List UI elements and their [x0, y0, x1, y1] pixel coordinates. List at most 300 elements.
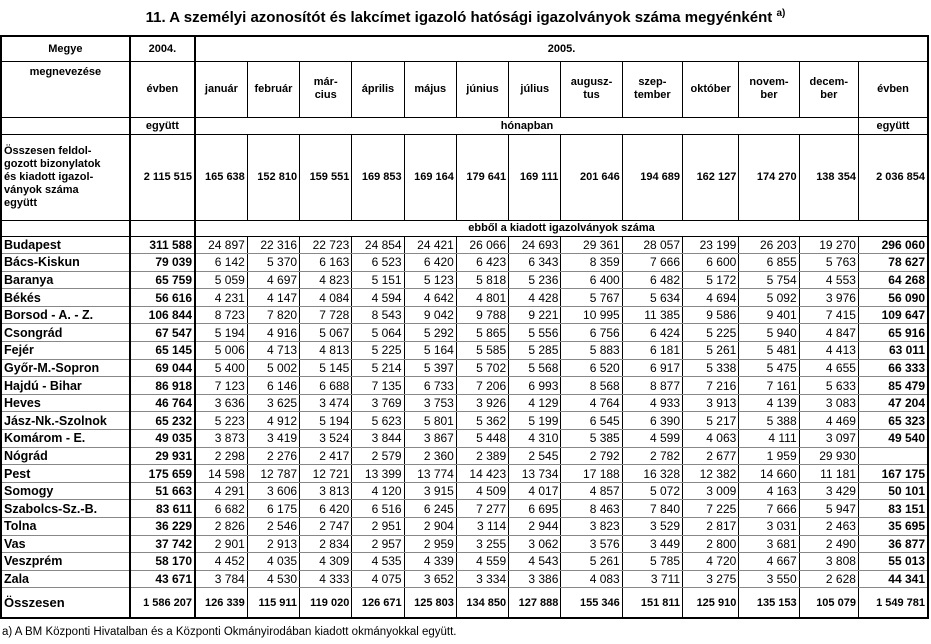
value-month: 29 361 — [561, 236, 622, 254]
table-row — [1, 254, 928, 272]
value-month: 6 695 — [509, 500, 561, 518]
value-month: 4 916 — [247, 324, 299, 342]
value-month: 4 509 — [456, 482, 508, 500]
value-month: 12 787 — [247, 465, 299, 483]
value-month: 22 723 — [300, 236, 352, 254]
value-month: 8 359 — [561, 254, 622, 272]
county-name: Budapest — [1, 236, 130, 254]
county-name: Komárom - E. — [1, 430, 130, 448]
value-month: 4 535 — [352, 553, 404, 571]
value-month: 4 084 — [300, 289, 352, 307]
value-month: 4 452 — [195, 553, 247, 571]
header-month: novem- ber — [739, 61, 799, 117]
value-month: 125 803 — [404, 588, 456, 618]
header-2005-evben: évben — [858, 61, 928, 117]
value-month: 2 545 — [509, 447, 561, 465]
subheader: ebből a kiadott igazolványok száma — [195, 220, 928, 236]
header-month: már- cius — [300, 61, 352, 117]
value-month: 5 865 — [456, 324, 508, 342]
value-month: 4 813 — [300, 342, 352, 360]
total-processed-month: 169 111 — [509, 134, 561, 220]
value-month: 11 181 — [799, 465, 858, 483]
value-month: 4 720 — [683, 553, 739, 571]
value-month: 127 888 — [509, 588, 561, 618]
total-processed-month: 194 689 — [622, 134, 682, 220]
value-2004: 58 170 — [130, 553, 195, 571]
value-month: 6 516 — [352, 500, 404, 518]
value-month: 5 568 — [509, 359, 561, 377]
value-month: 3 873 — [195, 430, 247, 448]
value-month: 12 721 — [300, 465, 352, 483]
value-month: 4 428 — [509, 289, 561, 307]
value-month: 5 172 — [683, 271, 739, 289]
value-month: 7 820 — [247, 306, 299, 324]
header-megnevezese: megnevezése — [1, 61, 130, 117]
value-2005: 1 549 781 — [858, 588, 928, 618]
value-month: 3 813 — [300, 482, 352, 500]
value-month: 3 529 — [622, 518, 682, 536]
value-month: 3 625 — [247, 394, 299, 412]
value-month: 125 910 — [683, 588, 739, 618]
value-2004: 51 663 — [130, 482, 195, 500]
table-row — [1, 482, 928, 500]
value-month: 5 067 — [300, 324, 352, 342]
total-processed-month: 159 551 — [300, 134, 352, 220]
value-month: 2 817 — [683, 518, 739, 536]
value-month: 4 543 — [509, 553, 561, 571]
value-month: 5 947 — [799, 500, 858, 518]
value-month: 6 163 — [300, 254, 352, 272]
value-month: 4 075 — [352, 570, 404, 588]
value-month: 3 275 — [683, 570, 739, 588]
value-month: 7 728 — [300, 306, 352, 324]
value-2004: 56 616 — [130, 289, 195, 307]
value-month: 3 031 — [739, 518, 799, 536]
value-month: 6 142 — [195, 254, 247, 272]
empty-cell — [1, 117, 130, 134]
value-2004: 65 232 — [130, 412, 195, 430]
county-name: Fejér — [1, 342, 130, 360]
value-month: 2 826 — [195, 518, 247, 536]
value-month: 4 594 — [352, 289, 404, 307]
header-2005-egyutt: együtt — [858, 117, 928, 134]
value-month: 6 390 — [622, 412, 682, 430]
county-name: Pest — [1, 465, 130, 483]
value-month: 5 123 — [404, 271, 456, 289]
total-processed-month: 179 641 — [456, 134, 508, 220]
value-month: 4 823 — [300, 271, 352, 289]
value-month: 155 346 — [561, 588, 622, 618]
value-month: 14 660 — [739, 465, 799, 483]
value-month: 9 221 — [509, 306, 561, 324]
header-2004: 2004. — [130, 36, 195, 61]
value-2004: 311 588 — [130, 236, 195, 254]
value-month: 126 339 — [195, 588, 247, 618]
value-month: 3 386 — [509, 570, 561, 588]
value-month: 5 006 — [195, 342, 247, 360]
value-month: 6 175 — [247, 500, 299, 518]
value-month: 5 448 — [456, 430, 508, 448]
value-month: 5 702 — [456, 359, 508, 377]
table-row — [1, 359, 928, 377]
value-month: 2 913 — [247, 535, 299, 553]
value-month: 5 818 — [456, 271, 508, 289]
value-month: 6 146 — [247, 377, 299, 395]
value-month: 9 042 — [404, 306, 456, 324]
value-month: 6 343 — [509, 254, 561, 272]
value-month: 5 223 — [195, 412, 247, 430]
value-2004: 69 044 — [130, 359, 195, 377]
value-month: 24 897 — [195, 236, 247, 254]
value-month: 8 463 — [561, 500, 622, 518]
value-month: 6 520 — [561, 359, 622, 377]
value-2005 — [858, 447, 928, 465]
value-month: 3 524 — [300, 430, 352, 448]
value-month: 5 754 — [739, 271, 799, 289]
total-processed-month: 162 127 — [683, 134, 739, 220]
county-name: Somogy — [1, 482, 130, 500]
value-month: 3 711 — [622, 570, 682, 588]
total-processed-2004: 2 115 515 — [130, 134, 195, 220]
value-month: 5 585 — [456, 342, 508, 360]
value-month: 4 333 — [300, 570, 352, 588]
total-processed-month: 174 270 — [739, 134, 799, 220]
county-name: Tolna — [1, 518, 130, 536]
county-name: Veszprém — [1, 553, 130, 571]
value-month: 2 944 — [509, 518, 561, 536]
value-month: 22 316 — [247, 236, 299, 254]
value-2005: 49 540 — [858, 430, 928, 448]
value-month: 9 788 — [456, 306, 508, 324]
value-month: 3 062 — [509, 535, 561, 553]
value-month: 6 523 — [352, 254, 404, 272]
value-2004: 86 918 — [130, 377, 195, 395]
value-month: 2 834 — [300, 535, 352, 553]
header-2004-egyutt: együtt — [130, 117, 195, 134]
county-name: Zala — [1, 570, 130, 588]
table-row — [1, 430, 928, 448]
table-row — [1, 306, 928, 324]
value-2004: 106 844 — [130, 306, 195, 324]
value-month: 6 600 — [683, 254, 739, 272]
value-month: 5 261 — [683, 342, 739, 360]
header-month: január — [195, 61, 247, 117]
county-name: Nógrád — [1, 447, 130, 465]
value-month: 10 995 — [561, 306, 622, 324]
value-month: 6 400 — [561, 271, 622, 289]
value-month: 3 009 — [683, 482, 739, 500]
value-month: 5 225 — [352, 342, 404, 360]
county-name: Vas — [1, 535, 130, 553]
value-month: 8 877 — [622, 377, 682, 395]
table-row — [1, 465, 928, 483]
value-month: 6 688 — [300, 377, 352, 395]
value-month: 4 111 — [739, 430, 799, 448]
value-2004: 83 611 — [130, 500, 195, 518]
value-month: 5 883 — [561, 342, 622, 360]
value-month: 2 360 — [404, 447, 456, 465]
value-month: 4 713 — [247, 342, 299, 360]
value-month: 4 697 — [247, 271, 299, 289]
value-2005: 65 323 — [858, 412, 928, 430]
value-month: 3 769 — [352, 394, 404, 412]
value-month: 2 417 — [300, 447, 352, 465]
value-month: 5 556 — [509, 324, 561, 342]
value-month: 5 194 — [195, 324, 247, 342]
total-processed-text: Összesen feldol- gozott bizonylatok és kiadott igazol- ványok száma együtt — [4, 144, 101, 209]
total-processed-month: 169 853 — [352, 134, 404, 220]
value-month: 3 784 — [195, 570, 247, 588]
value-month: 9 401 — [739, 306, 799, 324]
value-month: 5 338 — [683, 359, 739, 377]
total-row — [1, 588, 928, 618]
value-month: 2 463 — [799, 518, 858, 536]
value-2005: 47 204 — [858, 394, 928, 412]
table-row — [1, 535, 928, 553]
value-month: 5 261 — [561, 553, 622, 571]
value-month: 5 397 — [404, 359, 456, 377]
value-month: 7 206 — [456, 377, 508, 395]
value-month: 3 097 — [799, 430, 858, 448]
value-month: 5 092 — [739, 289, 799, 307]
table-row — [1, 570, 928, 588]
value-2004: 43 671 — [130, 570, 195, 588]
value-month: 7 666 — [622, 254, 682, 272]
footnote: a) A BM Központi Hivatalban és a Központi Okmányirodában kiadott okmányokkal együtt. — [2, 626, 457, 638]
value-month: 6 420 — [404, 254, 456, 272]
value-month: 2 782 — [622, 447, 682, 465]
value-month: 5 285 — [509, 342, 561, 360]
value-month: 5 145 — [300, 359, 352, 377]
value-month: 3 823 — [561, 518, 622, 536]
value-month: 6 756 — [561, 324, 622, 342]
value-month: 5 388 — [739, 412, 799, 430]
value-month: 3 550 — [739, 570, 799, 588]
value-month: 2 546 — [247, 518, 299, 536]
header-month: április — [352, 61, 404, 117]
value-month: 5 059 — [195, 271, 247, 289]
value-2005: 78 627 — [858, 254, 928, 272]
value-month: 5 151 — [352, 271, 404, 289]
value-month: 5 217 — [683, 412, 739, 430]
value-month: 4 599 — [622, 430, 682, 448]
value-month: 5 214 — [352, 359, 404, 377]
value-month: 3 681 — [739, 535, 799, 553]
value-month: 12 382 — [683, 465, 739, 483]
value-month: 126 671 — [352, 588, 404, 618]
value-month: 4 530 — [247, 570, 299, 588]
value-month: 4 231 — [195, 289, 247, 307]
value-month: 2 677 — [683, 447, 739, 465]
table-row — [1, 271, 928, 289]
county-name: Csongrád — [1, 324, 130, 342]
value-month: 26 203 — [739, 236, 799, 254]
value-2005: 63 011 — [858, 342, 928, 360]
value-month: 3 636 — [195, 394, 247, 412]
value-month: 3 867 — [404, 430, 456, 448]
value-month: 3 429 — [799, 482, 858, 500]
value-month: 5 362 — [456, 412, 508, 430]
value-month: 5 194 — [300, 412, 352, 430]
value-month: 5 940 — [739, 324, 799, 342]
value-month: 23 199 — [683, 236, 739, 254]
value-month: 8 543 — [352, 306, 404, 324]
table-row — [1, 289, 928, 307]
value-month: 5 002 — [247, 359, 299, 377]
value-month: 19 270 — [799, 236, 858, 254]
county-name: Békés — [1, 289, 130, 307]
table-row — [1, 324, 928, 342]
county-name: Bács-Kiskun — [1, 254, 130, 272]
value-month: 151 811 — [622, 588, 682, 618]
value-month: 13 774 — [404, 465, 456, 483]
table-row — [1, 518, 928, 536]
value-month: 3 926 — [456, 394, 508, 412]
value-2005: 35 695 — [858, 518, 928, 536]
value-month: 14 598 — [195, 465, 247, 483]
value-2004: 49 035 — [130, 430, 195, 448]
value-2005: 83 151 — [858, 500, 928, 518]
value-month: 3 083 — [799, 394, 858, 412]
value-2005: 66 333 — [858, 359, 928, 377]
value-2005: 64 268 — [858, 271, 928, 289]
value-2004: 1 586 207 — [130, 588, 195, 618]
value-month: 5 225 — [683, 324, 739, 342]
value-month: 4 553 — [799, 271, 858, 289]
value-month: 6 733 — [404, 377, 456, 395]
value-month: 8 723 — [195, 306, 247, 324]
table-row — [1, 553, 928, 571]
value-month: 6 682 — [195, 500, 247, 518]
value-month: 6 245 — [404, 500, 456, 518]
table-row — [1, 377, 928, 395]
value-month: 4 933 — [622, 394, 682, 412]
value-month: 5 072 — [622, 482, 682, 500]
value-month: 2 490 — [799, 535, 858, 553]
value-month: 119 020 — [300, 588, 352, 618]
value-month: 4 655 — [799, 359, 858, 377]
value-month: 3 915 — [404, 482, 456, 500]
value-month: 4 147 — [247, 289, 299, 307]
value-month: 7 161 — [739, 377, 799, 395]
value-month: 3 576 — [561, 535, 622, 553]
value-month: 4 310 — [509, 430, 561, 448]
value-month: 2 904 — [404, 518, 456, 536]
value-month: 4 035 — [247, 553, 299, 571]
value-month: 5 199 — [509, 412, 561, 430]
header-month: július — [509, 61, 561, 117]
county-name: Jász-Nk.-Szolnok — [1, 412, 130, 430]
value-month: 4 309 — [300, 553, 352, 571]
value-month: 5 767 — [561, 289, 622, 307]
value-month: 3 334 — [456, 570, 508, 588]
value-month: 135 153 — [739, 588, 799, 618]
total-processed-month: 169 164 — [404, 134, 456, 220]
value-month: 7 840 — [622, 500, 682, 518]
value-month: 5 292 — [404, 324, 456, 342]
table-row — [1, 394, 928, 412]
value-month: 7 666 — [739, 500, 799, 518]
value-month: 5 385 — [561, 430, 622, 448]
value-2005: 50 101 — [858, 482, 928, 500]
value-month: 5 475 — [739, 359, 799, 377]
value-month: 4 063 — [683, 430, 739, 448]
county-name: Szabolcs-Sz.-B. — [1, 500, 130, 518]
value-month: 28 057 — [622, 236, 682, 254]
value-month: 4 559 — [456, 553, 508, 571]
value-2004: 65 759 — [130, 271, 195, 289]
value-month: 4 857 — [561, 482, 622, 500]
value-month: 2 951 — [352, 518, 404, 536]
value-month: 4 139 — [739, 394, 799, 412]
value-2005: 167 175 — [858, 465, 928, 483]
county-name: Heves — [1, 394, 130, 412]
value-2005: 296 060 — [858, 236, 928, 254]
value-month: 7 135 — [352, 377, 404, 395]
header-month: június — [456, 61, 508, 117]
value-month: 7 225 — [683, 500, 739, 518]
value-month: 3 255 — [456, 535, 508, 553]
table-row — [1, 236, 928, 254]
value-2004: 29 931 — [130, 447, 195, 465]
value-month: 6 993 — [509, 377, 561, 395]
value-month: 4 801 — [456, 289, 508, 307]
value-month: 2 959 — [404, 535, 456, 553]
value-month: 7 277 — [456, 500, 508, 518]
value-month: 3 606 — [247, 482, 299, 500]
value-month: 17 188 — [561, 465, 622, 483]
value-month: 3 808 — [799, 553, 858, 571]
value-month: 2 901 — [195, 535, 247, 553]
value-2004: 36 229 — [130, 518, 195, 536]
table-row — [1, 342, 928, 360]
value-month: 7 415 — [799, 306, 858, 324]
value-month: 6 181 — [622, 342, 682, 360]
value-month: 4 163 — [739, 482, 799, 500]
value-month: 4 764 — [561, 394, 622, 412]
value-month: 5 164 — [404, 342, 456, 360]
value-month: 8 568 — [561, 377, 622, 395]
header-2004-evben: évben — [130, 61, 195, 117]
value-month: 16 328 — [622, 465, 682, 483]
value-2004: 79 039 — [130, 254, 195, 272]
value-month: 5 370 — [247, 254, 299, 272]
value-month: 26 066 — [456, 236, 508, 254]
value-month: 7 123 — [195, 377, 247, 395]
header-month: augusz- tus — [561, 61, 622, 117]
value-2005: 109 647 — [858, 306, 928, 324]
total-processed-month: 138 354 — [799, 134, 858, 220]
value-month: 24 693 — [509, 236, 561, 254]
value-month: 2 298 — [195, 447, 247, 465]
header-month: decem- ber — [799, 61, 858, 117]
total-processed-month: 165 638 — [195, 134, 247, 220]
value-month: 2 389 — [456, 447, 508, 465]
value-month: 3 976 — [799, 289, 858, 307]
value-month: 3 844 — [352, 430, 404, 448]
value-month: 105 079 — [799, 588, 858, 618]
value-month: 6 423 — [456, 254, 508, 272]
value-month: 9 586 — [683, 306, 739, 324]
table-row — [1, 500, 928, 518]
value-month: 6 420 — [300, 500, 352, 518]
value-month: 5 633 — [799, 377, 858, 395]
header-month: február — [247, 61, 299, 117]
value-month: 6 482 — [622, 271, 682, 289]
value-2004: 37 742 — [130, 535, 195, 553]
value-month: 4 413 — [799, 342, 858, 360]
total-processed-2005: 2 036 854 — [858, 134, 928, 220]
